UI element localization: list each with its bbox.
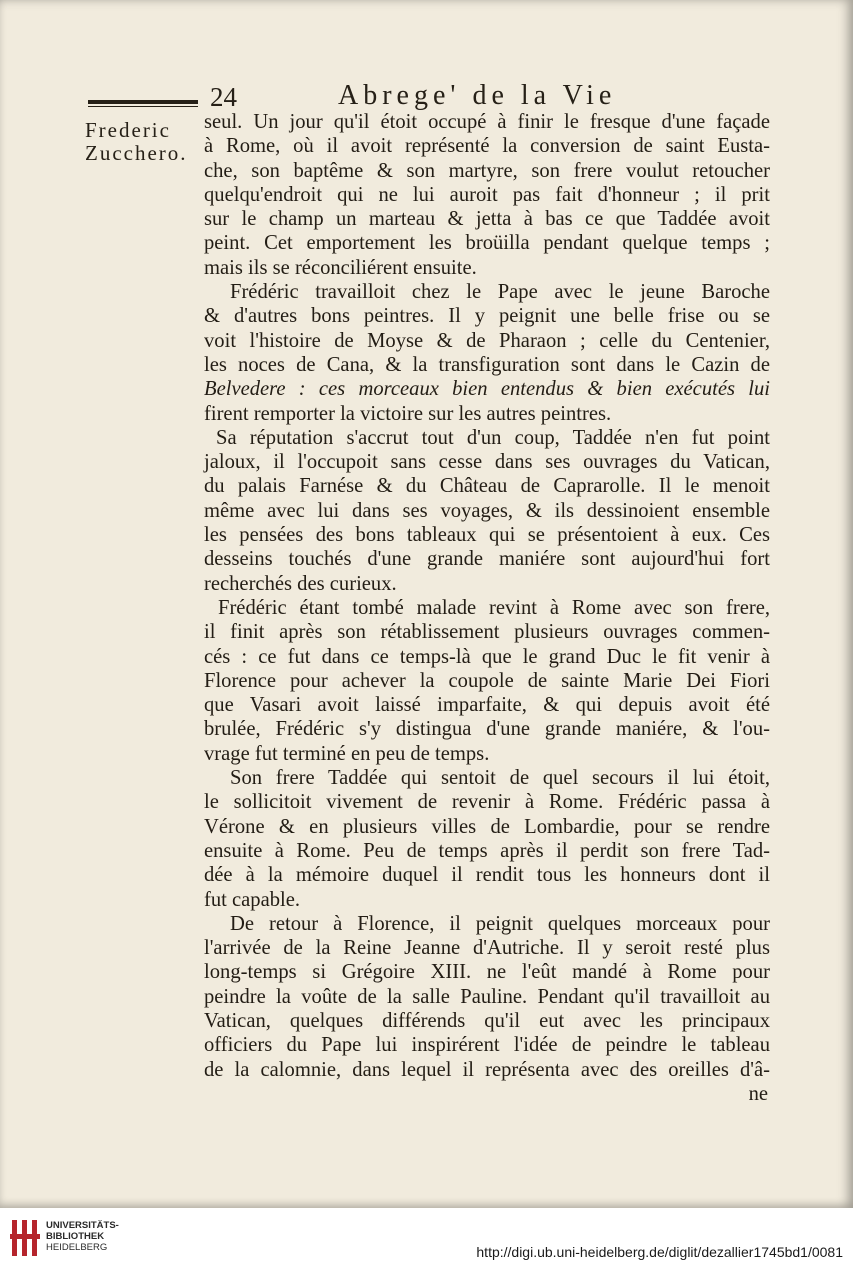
text-line: Frédéric étant tombé malade revint à Rome avec son frere, [218, 596, 770, 619]
text-line: le sollicitoit vivement de revenir à Rome. Frédéric passa à [204, 791, 770, 814]
text-line: dée à la mémoire duquel il rendit tous les honneurs dont il [204, 864, 770, 887]
text-line: Son frere Taddée qui sentoit de quel secours il lui étoit, [230, 767, 770, 790]
text-line: ensuite à Rome. Peu de temps après il perdit son frere Tad- [204, 839, 770, 862]
text-line: Sa réputation s'accrut tout d'un coup, Taddée n'en fut point [216, 426, 770, 449]
catchword: ne [748, 1082, 768, 1105]
text-line: les noces de Cana, & la transfiguration sont dans le Cazin de [204, 353, 770, 376]
text-line: quelqu'endroit qui ne lui auroit pas fait d'honneur ; il prit [204, 183, 770, 206]
permalink-url[interactable]: http://digi.ub.uni-heidelberg.de/diglit/dezallier1745bd1/0081 [476, 1244, 843, 1260]
text-line: recherchés des curieux. [204, 572, 397, 595]
text-line: Florence pour achever la coupole de sainte Marie Dei Fiori [204, 669, 770, 692]
body-text [204, 110, 770, 1106]
text-line: que Vasari avoit laissé imparfaite, & qui depuis avoit été [204, 694, 770, 717]
running-head: Abrege' de la Vie [338, 80, 617, 111]
text-line: brulée, Frédéric s'y distingua d'une grande maniére, & l'ou- [204, 718, 770, 741]
text-line: de la calomnie, dans lequel il représenta avec des oreilles d'â- [204, 1058, 770, 1081]
text-line: che, son baptême & son martyre, son frere voulut retoucher [204, 159, 770, 182]
text-line: seul. Un jour qu'il étoit occupé à finir le fresque d'une façade [204, 111, 770, 133]
text-line: les pensées des bons tableaux qui se présentoient à eux. Ces [204, 524, 770, 547]
text-line: du palais Farnése & du Château de Caprarolle. Il le menoit [204, 475, 770, 498]
text-line: Vatican, quelques différends qu'il eut avec les principaux [204, 1009, 770, 1032]
text-line: même avec lui dans ses voyages, & ils dessinoient ensemble [204, 499, 770, 522]
library-name-line: BIBLIOTHEK [46, 1231, 105, 1242]
margin-note [85, 119, 188, 165]
library-name-line: UNIVERSITÄTS- [46, 1220, 119, 1231]
text-line: l'arrivée de la Reine Jeanne d'Autriche. Il y seroit resté plus [204, 937, 770, 960]
text-line: voit l'histoire de Moyse & de Pharaon ; celle du Centenier, [204, 329, 770, 352]
text-line: vrage fut terminé en peu de temps. [204, 742, 490, 765]
margin-note-line: Frederic [85, 118, 171, 142]
text-line: & d'autres bons peintres. Il y peignit une belle frise ou se [204, 305, 770, 328]
text-line: jaloux, il l'occupoit sans cesse dans ses ouvrages du Vatican, [204, 451, 770, 474]
header-rule [88, 100, 198, 107]
text-line: Belvedere : ces morceaux bien entendus & bien exécutés lui [204, 378, 770, 401]
text-line: De retour à Florence, il peignit quelques morceaux pour [230, 912, 770, 935]
page-number: 24 [210, 82, 237, 112]
text-line: desseins touchés d'une grande maniére sont aujourd'hui fort [204, 548, 770, 571]
text-line: Frédéric travailloit chez le Pape avec le jeune Baroche [230, 281, 770, 304]
text-line: firent remporter la victoire sur les autres peintres. [204, 402, 612, 425]
text-line: cés : ce fut dans ce temps-là que le grand Duc le fit venir à [204, 645, 770, 668]
library-name[interactable] [46, 1220, 119, 1253]
library-name-line: HEIDELBERG [46, 1242, 108, 1253]
university-library-logo-icon[interactable] [10, 1216, 40, 1260]
text-line: fut capable. [204, 888, 301, 911]
margin-note-line: Zucchero. [85, 141, 188, 165]
text-line: à Rome, où il avoit représenté la conversion de saint Eusta- [204, 135, 770, 158]
text-line: peindre la voûte de la salle Pauline. Pendant qu'il travailloit au [204, 985, 770, 1008]
text-line: il finit après son rétablissement plusieurs ouvrages commen- [204, 621, 770, 644]
text-line: peint. Cet emportement les broüilla pendant quelque temps ; [204, 232, 770, 255]
text-line: mais ils se réconciliérent ensuite. [204, 256, 477, 279]
text-line: officiers du Pape lui inspirérent l'idée de peindre le tableau [204, 1034, 770, 1057]
text-line: long-temps si Grégoire XIII. ne l'eût mandé à Rome pour [204, 961, 770, 984]
text-line: Vérone & en plusieurs villes de Lombardie, pour se rendre [204, 815, 770, 838]
text-line: sur le champ un marteau & jetta à bas ce que Taddée avoit [204, 208, 770, 231]
